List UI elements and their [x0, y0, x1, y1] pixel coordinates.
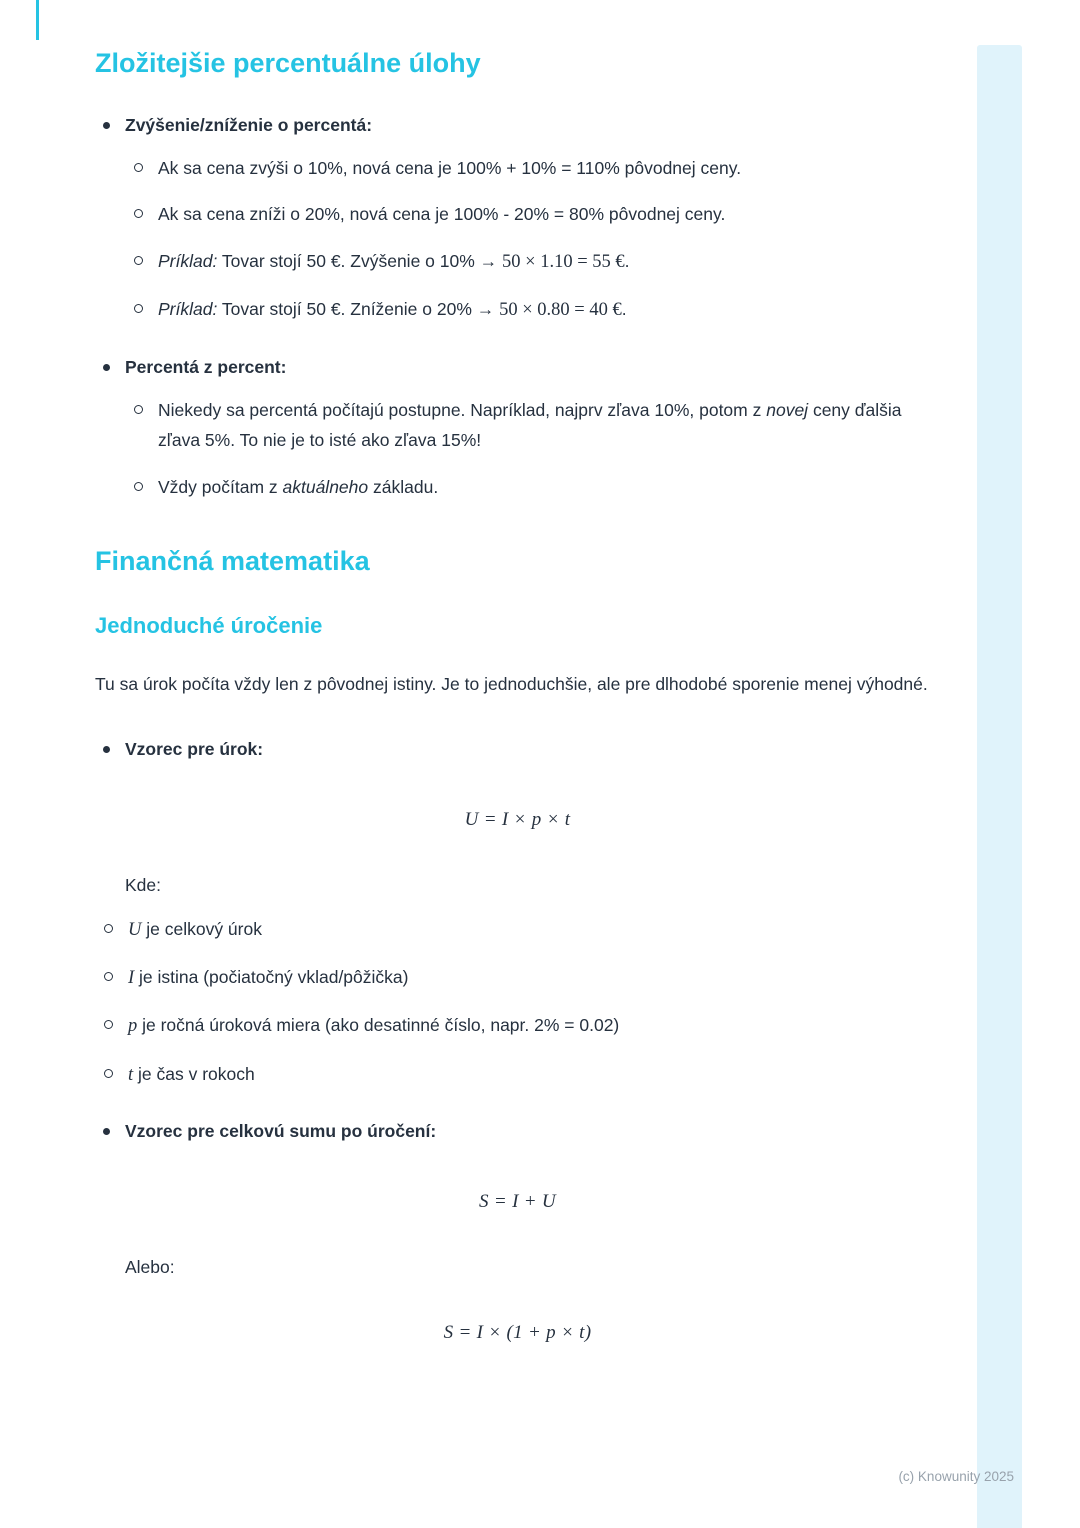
percent-list	[95, 111, 940, 502]
example-math: 50 × 1.10 = 55 €	[502, 252, 625, 272]
variable-item-t	[95, 1059, 940, 1091]
left-accent-line	[36, 0, 39, 40]
variable-item-I	[95, 962, 940, 994]
variable-symbol: t	[128, 1064, 134, 1085]
example-label: Príklad:	[158, 299, 218, 320]
example-text: Tovar stojí 50 €. Zníženie o 20% →	[217, 299, 500, 320]
copyright-notice: (c) Knowunity 2025	[898, 1469, 1014, 1484]
sub-item	[125, 199, 940, 230]
example-math: 50 × 0.80 = 40 €	[499, 300, 622, 321]
variable-symbol: I	[128, 968, 135, 988]
sub-item	[125, 472, 940, 503]
sub-item-example-increase	[125, 246, 940, 278]
bullet-label: Zvýšenie/zníženie o percentá:	[125, 115, 373, 135]
sublist	[125, 153, 940, 327]
sub-item-text: Niekedy sa percentá počítajú postupne. Napríklad, najprv zľava 10%, potom z	[158, 399, 767, 420]
heading-simple-interest: Jednoduché úročenie	[95, 613, 323, 639]
bullet-label: Vzorec pre úrok:	[125, 738, 264, 759]
sub-item	[125, 153, 940, 184]
sum-list	[95, 1117, 940, 1147]
formula-sum-expanded: S = I × (1 + p × t)	[443, 1321, 592, 1343]
example-text: Tovar stojí 50 €. Zvýšenie o 10% →	[217, 251, 503, 271]
interest-list	[95, 735, 940, 765]
formula-sum: S = I + U	[479, 1190, 556, 1212]
variable-desc: je istina (počiatočný vklad/pôžička)	[134, 967, 409, 987]
or-label: Alebo:	[125, 1256, 175, 1277]
sub-item-text: Vždy počítam z	[158, 476, 283, 497]
sublist	[125, 395, 940, 503]
heading-percent-tasks: Zložitejšie percentuálne úlohy	[95, 48, 481, 78]
sub-item-example-decrease	[125, 294, 940, 326]
example-period: .	[621, 299, 627, 320]
formula-interest: U = I × p × t	[464, 808, 571, 830]
where-label: Kde:	[125, 874, 161, 895]
variable-desc: je ročná úroková miera (ako desatinné číslo, napr. 2% = 0.02)	[137, 1015, 620, 1036]
list-item-sum-formula	[95, 1117, 940, 1147]
sub-item-text: Ak sa cena zvýši o 10%, nová cena je 100% + 10% = 110% pôvodnej ceny.	[158, 157, 742, 178]
sub-item-text: Ak sa cena zníži o 20%, nová cena je 100% - 20% = 80% pôvodnej ceny.	[158, 204, 726, 225]
heading-financial-math: Finančná matematika	[95, 546, 370, 577]
bullet-label: Percentá z percent:	[125, 356, 287, 377]
list-item-increase-decrease	[95, 111, 940, 327]
sub-item-italic: aktuálneho	[282, 476, 369, 497]
sub-item-text: ceny ďalšia zľava 5%. To nie je to isté ako zľava 15%!	[158, 399, 902, 451]
simple-interest-intro: Tu sa úrok počíta vždy len z pôvodnej istiny. Je to jednoduchšie, ale pre dlhodobé sporenie menej výhodné.	[95, 674, 928, 695]
list-item-interest-formula	[95, 735, 940, 765]
variable-symbol: U	[128, 919, 142, 940]
sub-item-text: základu.	[368, 476, 439, 497]
page-side-strip	[977, 45, 1022, 1528]
variable-desc: je celkový úrok	[141, 918, 262, 939]
sub-item	[125, 395, 940, 456]
variable-list	[95, 914, 940, 1092]
bullet-label: Vzorec pre celkovú sumu po úročení:	[125, 1121, 437, 1142]
variable-item-p	[95, 1010, 940, 1042]
variable-item-U	[95, 914, 940, 946]
example-label: Príklad:	[158, 251, 218, 271]
example-period: .	[624, 251, 630, 271]
sub-item-italic: novej	[766, 399, 809, 420]
variable-desc: je čas v rokoch	[133, 1063, 255, 1084]
list-item-percent-of-percent	[95, 353, 940, 503]
document-content	[95, 48, 940, 1388]
variable-symbol: p	[128, 1016, 138, 1037]
